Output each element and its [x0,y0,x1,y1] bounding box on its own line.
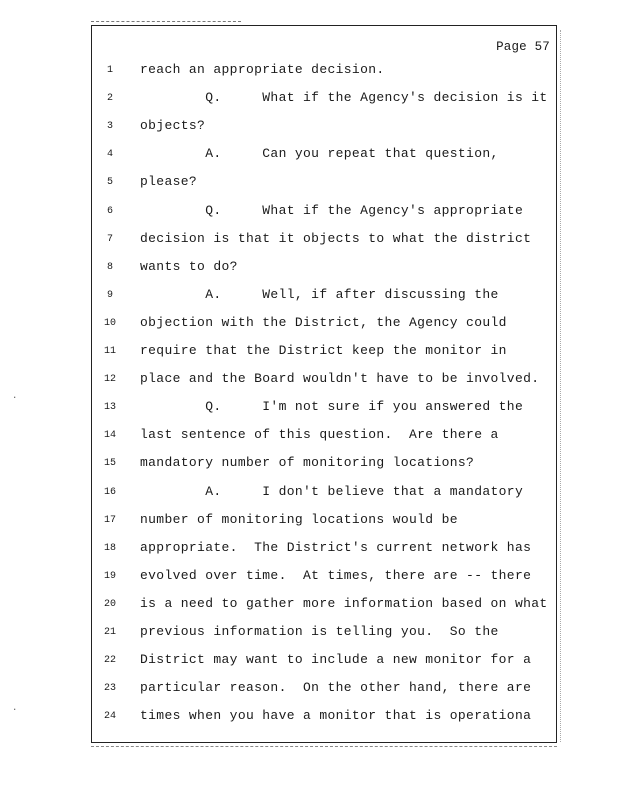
transcript-line [100,596,555,616]
transcript-line [100,174,555,194]
line-text: require that the District keep the monitor in [140,343,507,358]
line-number: 22 [103,655,116,667]
line-text: appropriate. The District's current network has [140,539,532,555]
line-text: Q. What if the Agency's appropriate [140,202,524,218]
line-number: 9 [106,289,113,301]
line-number: 13 [103,402,116,414]
line-text: Q. I'm not sure if you answered the [140,399,524,415]
transcript-line [100,259,555,279]
line-text: please? [140,174,198,190]
transcript-line [100,708,555,728]
line-text: A. Can you repeat that question, [140,146,499,162]
line-number: 16 [103,486,116,498]
transcript-line [100,315,555,335]
line-text: is a need to gather more information based on what [140,595,548,611]
line-text: evolved over time. At times, there are -- there [140,567,532,583]
line-text: particular reason. On the other hand, there are [140,680,532,696]
line-number: 24 [103,711,116,723]
transcript-line [100,399,555,419]
line-text: times when you have a monitor that is operationa [140,708,532,724]
right-edge-scan-artifact [560,30,562,742]
line-number: 6 [106,205,113,217]
line-number: 18 [103,542,116,554]
left-margin-mark: · [12,393,18,403]
line-number: 7 [106,233,113,245]
transcript-line [100,343,555,363]
transcript-line [100,146,555,166]
transcript-line [100,231,555,251]
left-margin-mark-lower: · [12,705,18,715]
line-text: District may want to include a new monitor for a [140,652,532,668]
line-number: 20 [103,598,116,610]
line-number: 17 [103,514,116,526]
transcript-line [100,371,555,391]
line-number: 8 [106,261,113,273]
line-text: wants to do? [140,258,238,274]
line-text: A. I don't believe that a mandatory [140,483,524,499]
transcript-line [100,680,555,700]
bottom-edge-rule [91,746,557,749]
transcript-line [100,624,555,644]
line-number: 11 [103,346,116,357]
line-number: 10 [103,317,116,329]
line-text: previous information is telling you. So the [140,624,499,639]
transcript-line [100,62,555,82]
line-text: last sentence of this question. Are there a [140,427,499,443]
line-number: 23 [103,683,116,695]
transcript-line [100,568,555,588]
line-text: A. Well, if after discussing the [140,286,499,302]
line-number: 19 [103,570,116,582]
transcript-line [100,484,555,504]
line-text: place and the Board wouldn't have to be involved. [140,371,540,387]
transcript-line [100,652,555,672]
transcript-line [100,512,555,532]
line-text: objection with the District, the Agency could [140,314,507,330]
line-number: 21 [103,627,116,638]
top-edge-rule [91,21,241,24]
line-text: Q. What if the Agency's decision is it [140,90,548,106]
line-number: 1 [106,65,113,76]
transcript-line [100,427,555,447]
line-number: 15 [103,458,116,470]
line-number: 3 [106,121,113,133]
line-number: 2 [106,93,113,105]
line-text: number of monitoring locations would be [140,511,458,527]
line-number: 14 [103,430,116,442]
line-number: 4 [106,149,113,161]
line-number: 5 [106,177,113,189]
line-text: objects? [140,118,206,134]
line-text: reach an appropriate decision. [140,62,385,77]
line-text: decision is that it objects to what the district [140,230,532,246]
page-number: Page 57 [496,40,550,54]
transcript-line [100,90,555,110]
line-text: mandatory number of monitoring locations? [140,455,475,471]
transcript-line [100,287,555,307]
transcript-line [100,455,555,475]
transcript-line [100,118,555,138]
line-number: 12 [103,374,116,386]
transcript-line [100,540,555,560]
transcript-line [100,203,555,223]
